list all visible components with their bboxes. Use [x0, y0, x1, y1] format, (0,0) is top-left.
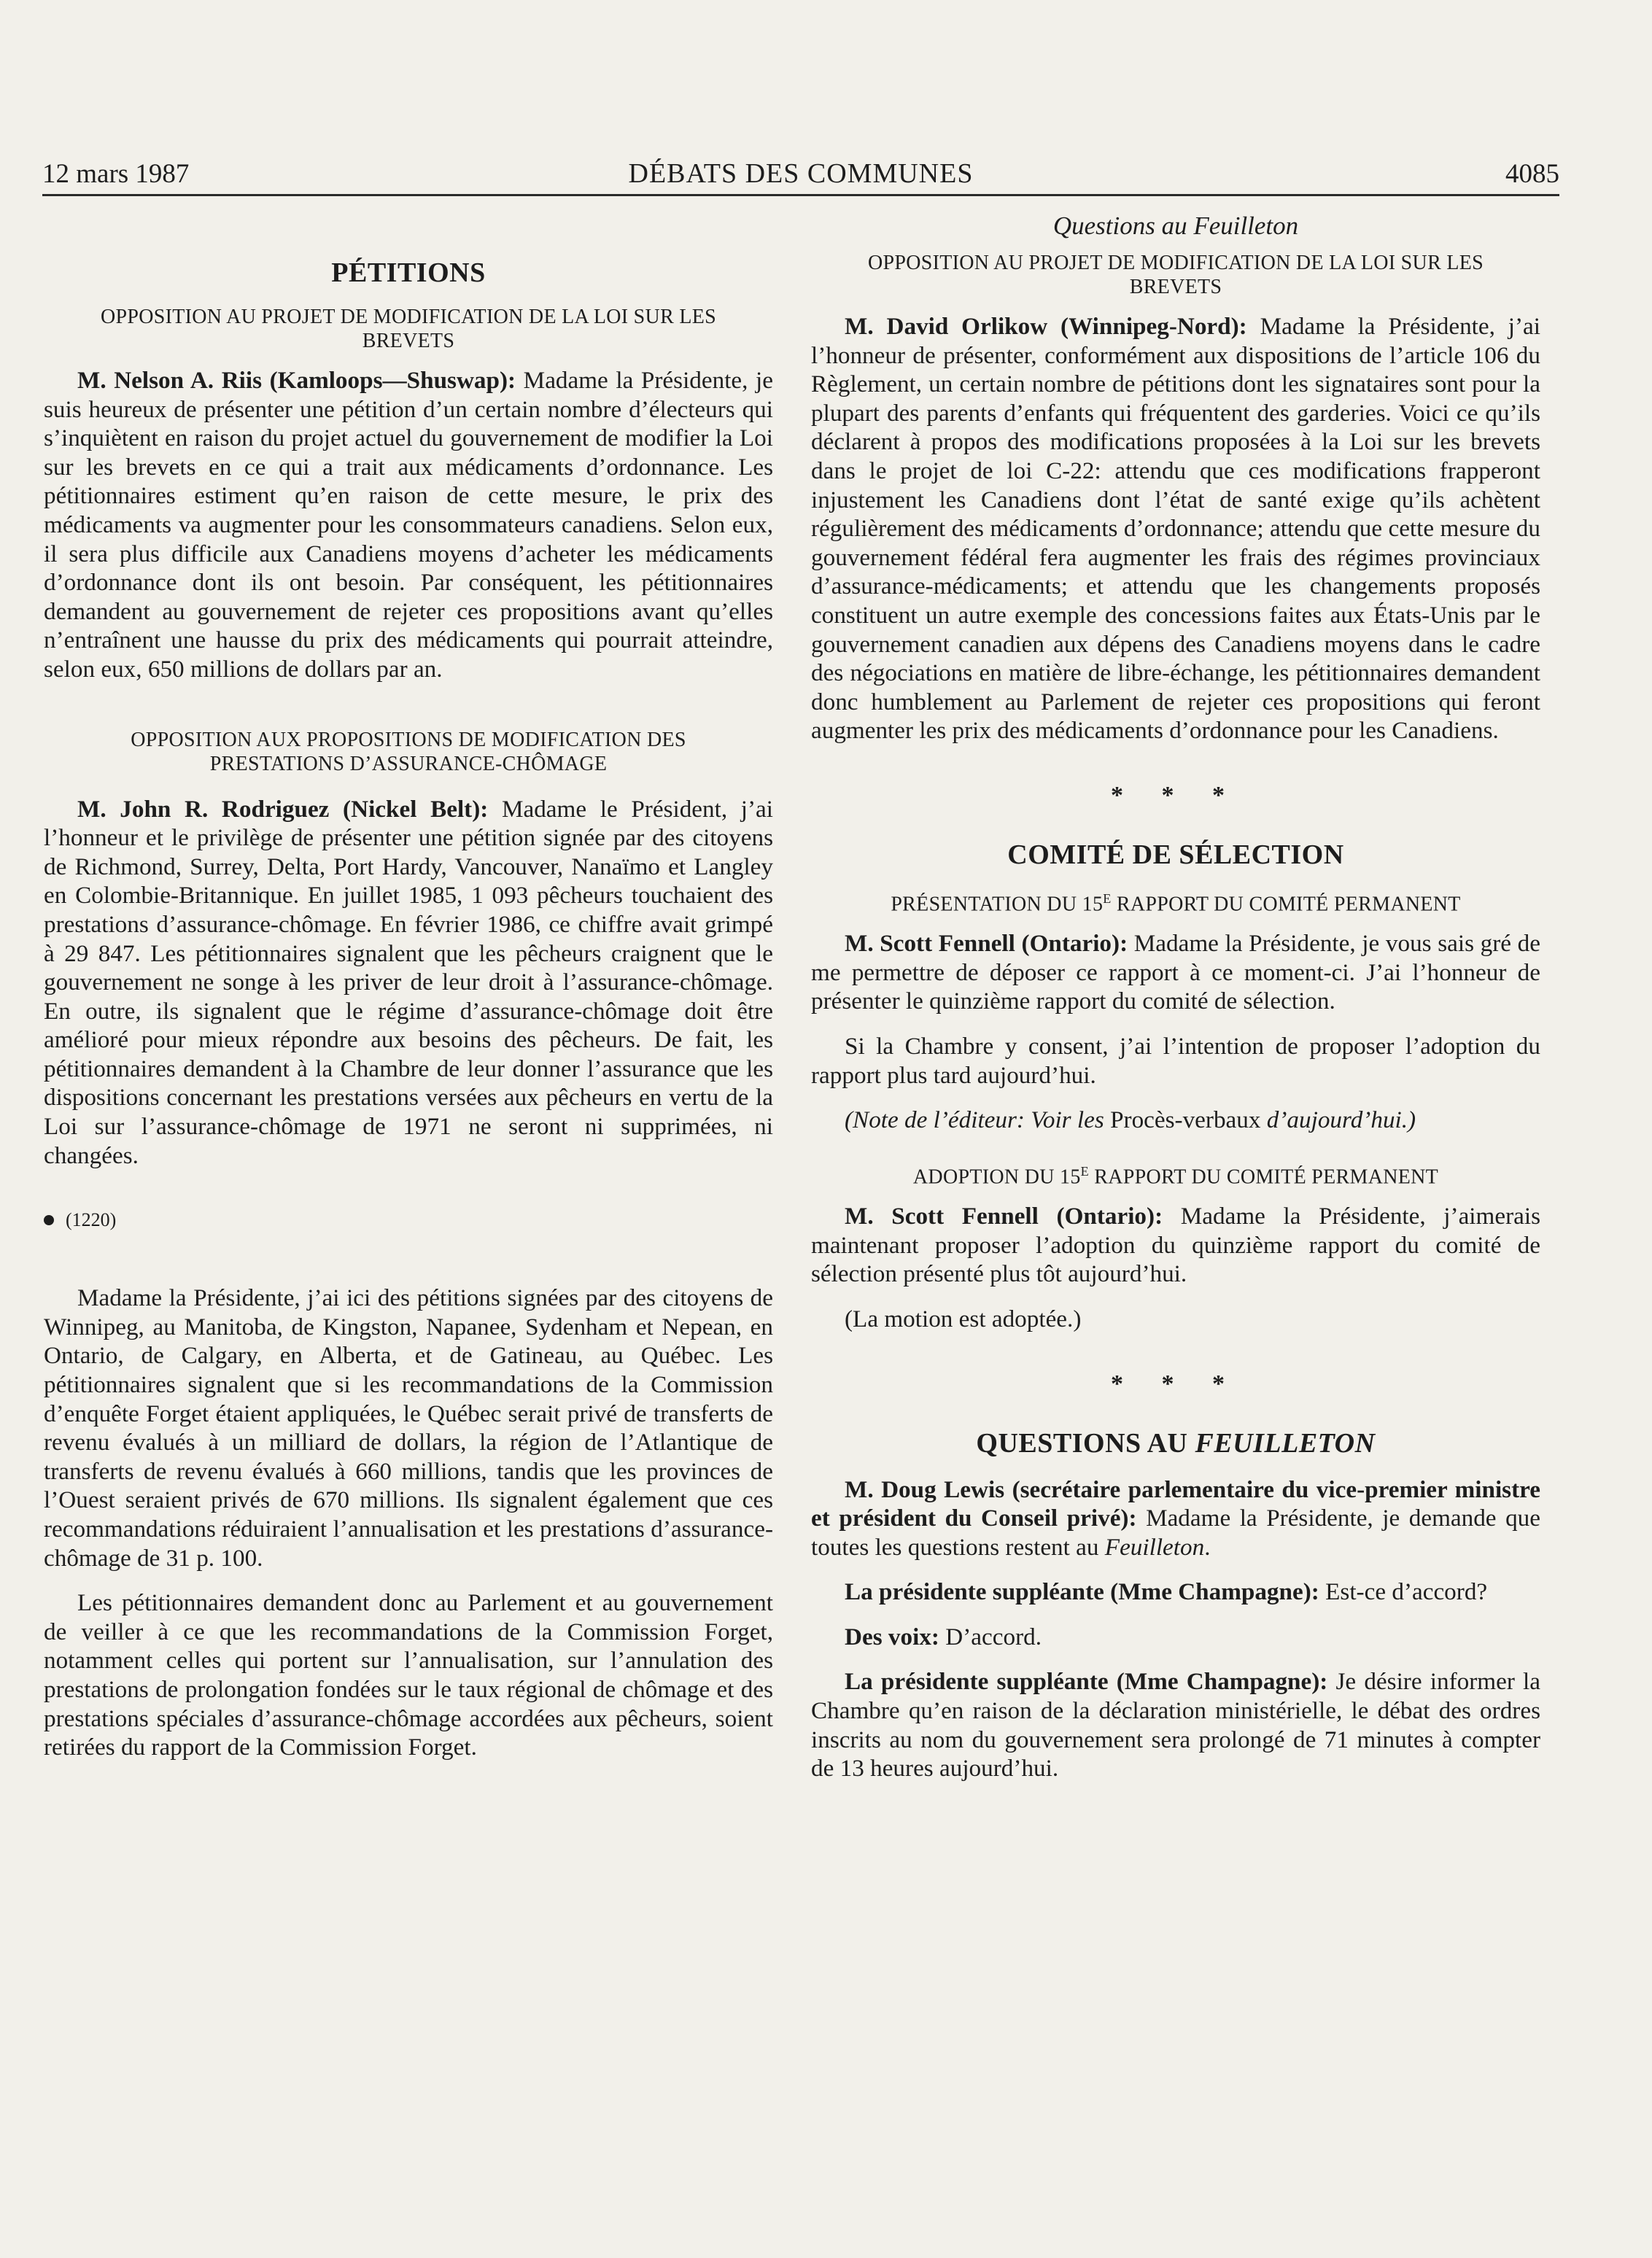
text-lewis-a: Madame la Présidente, je demande que toutes les questions restent au	[811, 1505, 1540, 1561]
text-fennell-2: Madame la Présidente, j’aimerais maintenant proposer l’adoption du quinzième rapport du comité de sélection présenté plus tôt aujourd’hui.	[811, 1203, 1540, 1288]
right-column	[811, 212, 1540, 1799]
text-rodriguez: Madame le Président, j’ai l’honneur et le privilège de présenter une pétition signée par des citoyens de Richmond, Surrey, Delta, Port Hardy, Vancouver, Nanaïmo et Langley en Colombie-Britannique. En juillet 1985, 1 093 pêcheurs touchaient des prestations d’assurance-chômage. En février 1986, ce chiffre avait grimpé à 29 847. Les pétitionnaires signalent que les pêcheurs craignent que le gouvernement ne songe à les priver de leur droit à l’assurance-chômage. En outre, ils signalent que le régime d’assurance-chômage doit être amélioré pour mieux répondre aux besoins des pêcheurs. De fait, les pétitionnaires demandent à la Chambre de leur donner l’assurance que les dispositions concernant les prestations versées aux pêcheurs en vertu de la Loi sur l’assurance-chômage de 1971 ne seront ni supprimées, ni changées.	[44, 795, 774, 1169]
text-voices: D’accord.	[939, 1623, 1042, 1650]
section-title-petitions: PÉTITIONS	[331, 257, 486, 288]
bullet-icon	[44, 1215, 54, 1225]
text-lewis-c: .	[1204, 1533, 1211, 1561]
speaker-orlikow: M. David Orlikow (Winnipeg-Nord):	[845, 313, 1247, 340]
section-title-comite: COMITÉ DE SÉLECTION	[1007, 839, 1344, 870]
section-title-questions-a: QUESTIONS AU	[976, 1427, 1195, 1459]
subhead-presentation-sup: E	[1103, 891, 1112, 906]
paragraph-champagne-2	[811, 1667, 1540, 1782]
paragraph-winnipeg-petitions: Madame la Présidente, j’ai ici des pétitions signées par des citoyens de Winnipeg, au Manitoba, de Kingston, Napanee, Sydenham et Nepean, en Ontario, de Calgary, en Alberta, et de Gatineau, au Québec. Les pétitionnaires signalent que si les recommandations de la Commission d’enquête Forget étaient appliquées, le Québec serait privé de transferts de revenu évalués à un milliard de dollars, la région de l’Atlantique de transferts de revenu évalués à 660 millions, tandis que les provinces de l’Ouest seraient privés de 670 millions. Ils signalent également que ces recommandations réduiraient l’annualisation et les prestations d’assurance-chômage de 31 p. 100.	[44, 1284, 773, 1572]
header-title: DÉBATS DES COMMUNES	[628, 158, 974, 189]
speaker-riis: M. Nelson A. Riis (Kamloops—Shuswap):	[77, 367, 516, 394]
text-orlikow: Madame la Présidente, j’ai l’honneur de présenter, conformément aux dispositions de l’article 106 du Règlement, un certain nombre de pétitions dont les signataires sont pour la plupart des parents d’enfants qui fréquentent des garderies. Voici ce qu’ils déclarent à propos des modifications proposées à la Loi sur les brevets dans le projet de loi C-22: attendu que ces modifications frapperont injustement les Canadiens dont l’état de santé exige qu’ils achètent régulièrement des médicaments d’ordonnance; attendu que cette mesure du gouvernement fédéral fera augmenter les frais des régimes provinciaux d’assurance-médicaments; et attendu que les changements proposés constituent un autre exemple des concessions faites aux États-Unis par le gouvernement canadien aux dépens des Canadiens moyens dans le cadre des négociations en matière de libre-échange, les pétitionnaires demandent donc humblement au Parlement de rejeter ces propositions qui feront augmenter les prix des médicaments d’ordonnance pour les Canadiens.	[811, 313, 1541, 745]
subhead-adoption-b: RAPPORT DU COMITÉ PERMANENT	[1088, 1165, 1439, 1189]
subhead-brevets: OPPOSITION AU PROJET DE MODIFICATION DE LA LOI SUR LES BREVETS	[100, 306, 717, 352]
subhead-presentation-b: RAPPORT DU COMITÉ PERMANENT	[1111, 893, 1461, 916]
paragraph-orlikow	[811, 312, 1540, 745]
motion-adopted: (La motion est adoptée.)	[845, 1305, 1082, 1332]
paragraph-fennell-2	[811, 1202, 1540, 1289]
subhead-adoption	[833, 1160, 1519, 1189]
paragraph-fennell-1	[811, 929, 1540, 1016]
paragraph-lewis	[811, 1475, 1540, 1562]
paragraph-consent: Si la Chambre y consent, j’ai l’intention de proposer l’adoption du rapport plus tard aujourd’hui.	[811, 1033, 1540, 1089]
page-number: 4085	[1505, 159, 1559, 189]
section-separator-2: * * *	[1111, 1370, 1241, 1397]
subhead-adoption-sup: E	[1080, 1163, 1089, 1179]
editor-note-c: d’aujourd’hui.)	[1260, 1106, 1416, 1134]
text-champagne-2: Je désire informer la Chambre qu’en raison de la déclaration ministérielle, le débat des ordres inscrits au nom du gouvernement sera prolongé de 71 minutes à compter de 13 heures aujourd’hui.	[811, 1668, 1540, 1782]
editor-note-a: (Note de l’éditeur: Voir les	[845, 1106, 1111, 1134]
text-fennell-1: Madame la Présidente, je vous sais gré de me permettre de déposer ce rapport à ce moment-ci. J’ai l’honneur de présenter le quinzième rapport du comité de sélection.	[811, 930, 1540, 1015]
text-lewis-b: Feuilleton	[1104, 1533, 1205, 1561]
timestamp-text: (1220)	[66, 1209, 117, 1231]
subhead-presentation	[833, 887, 1519, 916]
subhead-assurance-chomage: OPPOSITION AUX PROPOSITIONS DE MODIFICATION DES PRESTATIONS D’ASSURANCE-CHÔMAGE	[131, 728, 686, 775]
speaker-champagne-2: La présidente suppléante (Mme Champagne):	[845, 1668, 1328, 1696]
section-title-questions-b: FEUILLETON	[1195, 1427, 1376, 1459]
speaker-lewis: M. Doug Lewis (secrétaire parlementaire du vice-premier ministre et président du Conseil privé):	[811, 1475, 1540, 1532]
speaker-voices: Des voix:	[845, 1623, 939, 1650]
paragraph-riis	[44, 366, 773, 684]
speaker-rodriguez: M. John R. Rodriguez (Nickel Belt):	[77, 795, 489, 823]
paragraph-champagne-1	[811, 1578, 1540, 1607]
speaker-champagne-1: La présidente suppléante (Mme Champagne):	[845, 1578, 1319, 1606]
subhead-adoption-a: ADOPTION DU 15	[912, 1165, 1081, 1189]
page-header	[42, 146, 1559, 196]
section-title-questions	[811, 1427, 1540, 1459]
header-date: 12 mars 1987	[42, 159, 190, 189]
timestamp-marker	[44, 1209, 773, 1231]
section-separator: * * *	[1111, 781, 1241, 809]
paragraph-voices	[811, 1623, 1540, 1652]
text-riis: Madame la Présidente, je suis heureux de présenter une pétition d’un certain nombre d’électeurs qui s’inquiètent en raison du projet actuel du gouvernement de modifier la Loi sur les brevets en ce qui a trait aux médicaments d’ordonnance. Les pétitionnaires estiment qu’en raison de cette mesure, le prix des médicaments va augmenter pour les consommateurs canadiens. Selon eux, il sera plus difficile aux Canadiens moyens d’acheter les médicaments d’ordonnance dont ils ont besoin. Par conséquent, les pétitionnaires demandent au gouvernement de rejeter ces propositions avant qu’elles n’entraînent une hausse du prix des médicaments qui pourrait atteindre, selon eux, 650 millions de dollars par an.	[44, 367, 773, 683]
editor-note	[811, 1106, 1540, 1135]
paragraph-rodriguez	[44, 795, 773, 1171]
subhead-presentation-a: PRÉSENTATION DU 15	[891, 893, 1104, 916]
editor-note-b: Procès-verbaux	[1110, 1106, 1261, 1134]
left-column	[44, 212, 773, 1778]
running-head: Questions au Feuilleton	[1052, 212, 1299, 240]
speaker-fennell-2: M. Scott Fennell (Ontario):	[845, 1203, 1163, 1230]
speaker-fennell-1: M. Scott Fennell (Ontario):	[845, 930, 1128, 958]
paragraph-forget-commission: Les pétitionnaires demandent donc au Parlement et au gouvernement de veiller à ce que les recommandations de la Commission Forget, notamment celles qui portent sur l’annualisation, sur l’annulation des prestations de prolongation fondées sur le taux régional de chômage et des prestations spéciales d’assurance-chômage accordées aux pêcheurs, soient retirées du rapport de la Commission Forget.	[44, 1589, 773, 1761]
subhead-brevets-right: OPPOSITION AU PROJET DE MODIFICATION DE LA LOI SUR LES BREVETS	[867, 252, 1484, 298]
text-champagne-1: Est-ce d’accord?	[1319, 1578, 1488, 1606]
